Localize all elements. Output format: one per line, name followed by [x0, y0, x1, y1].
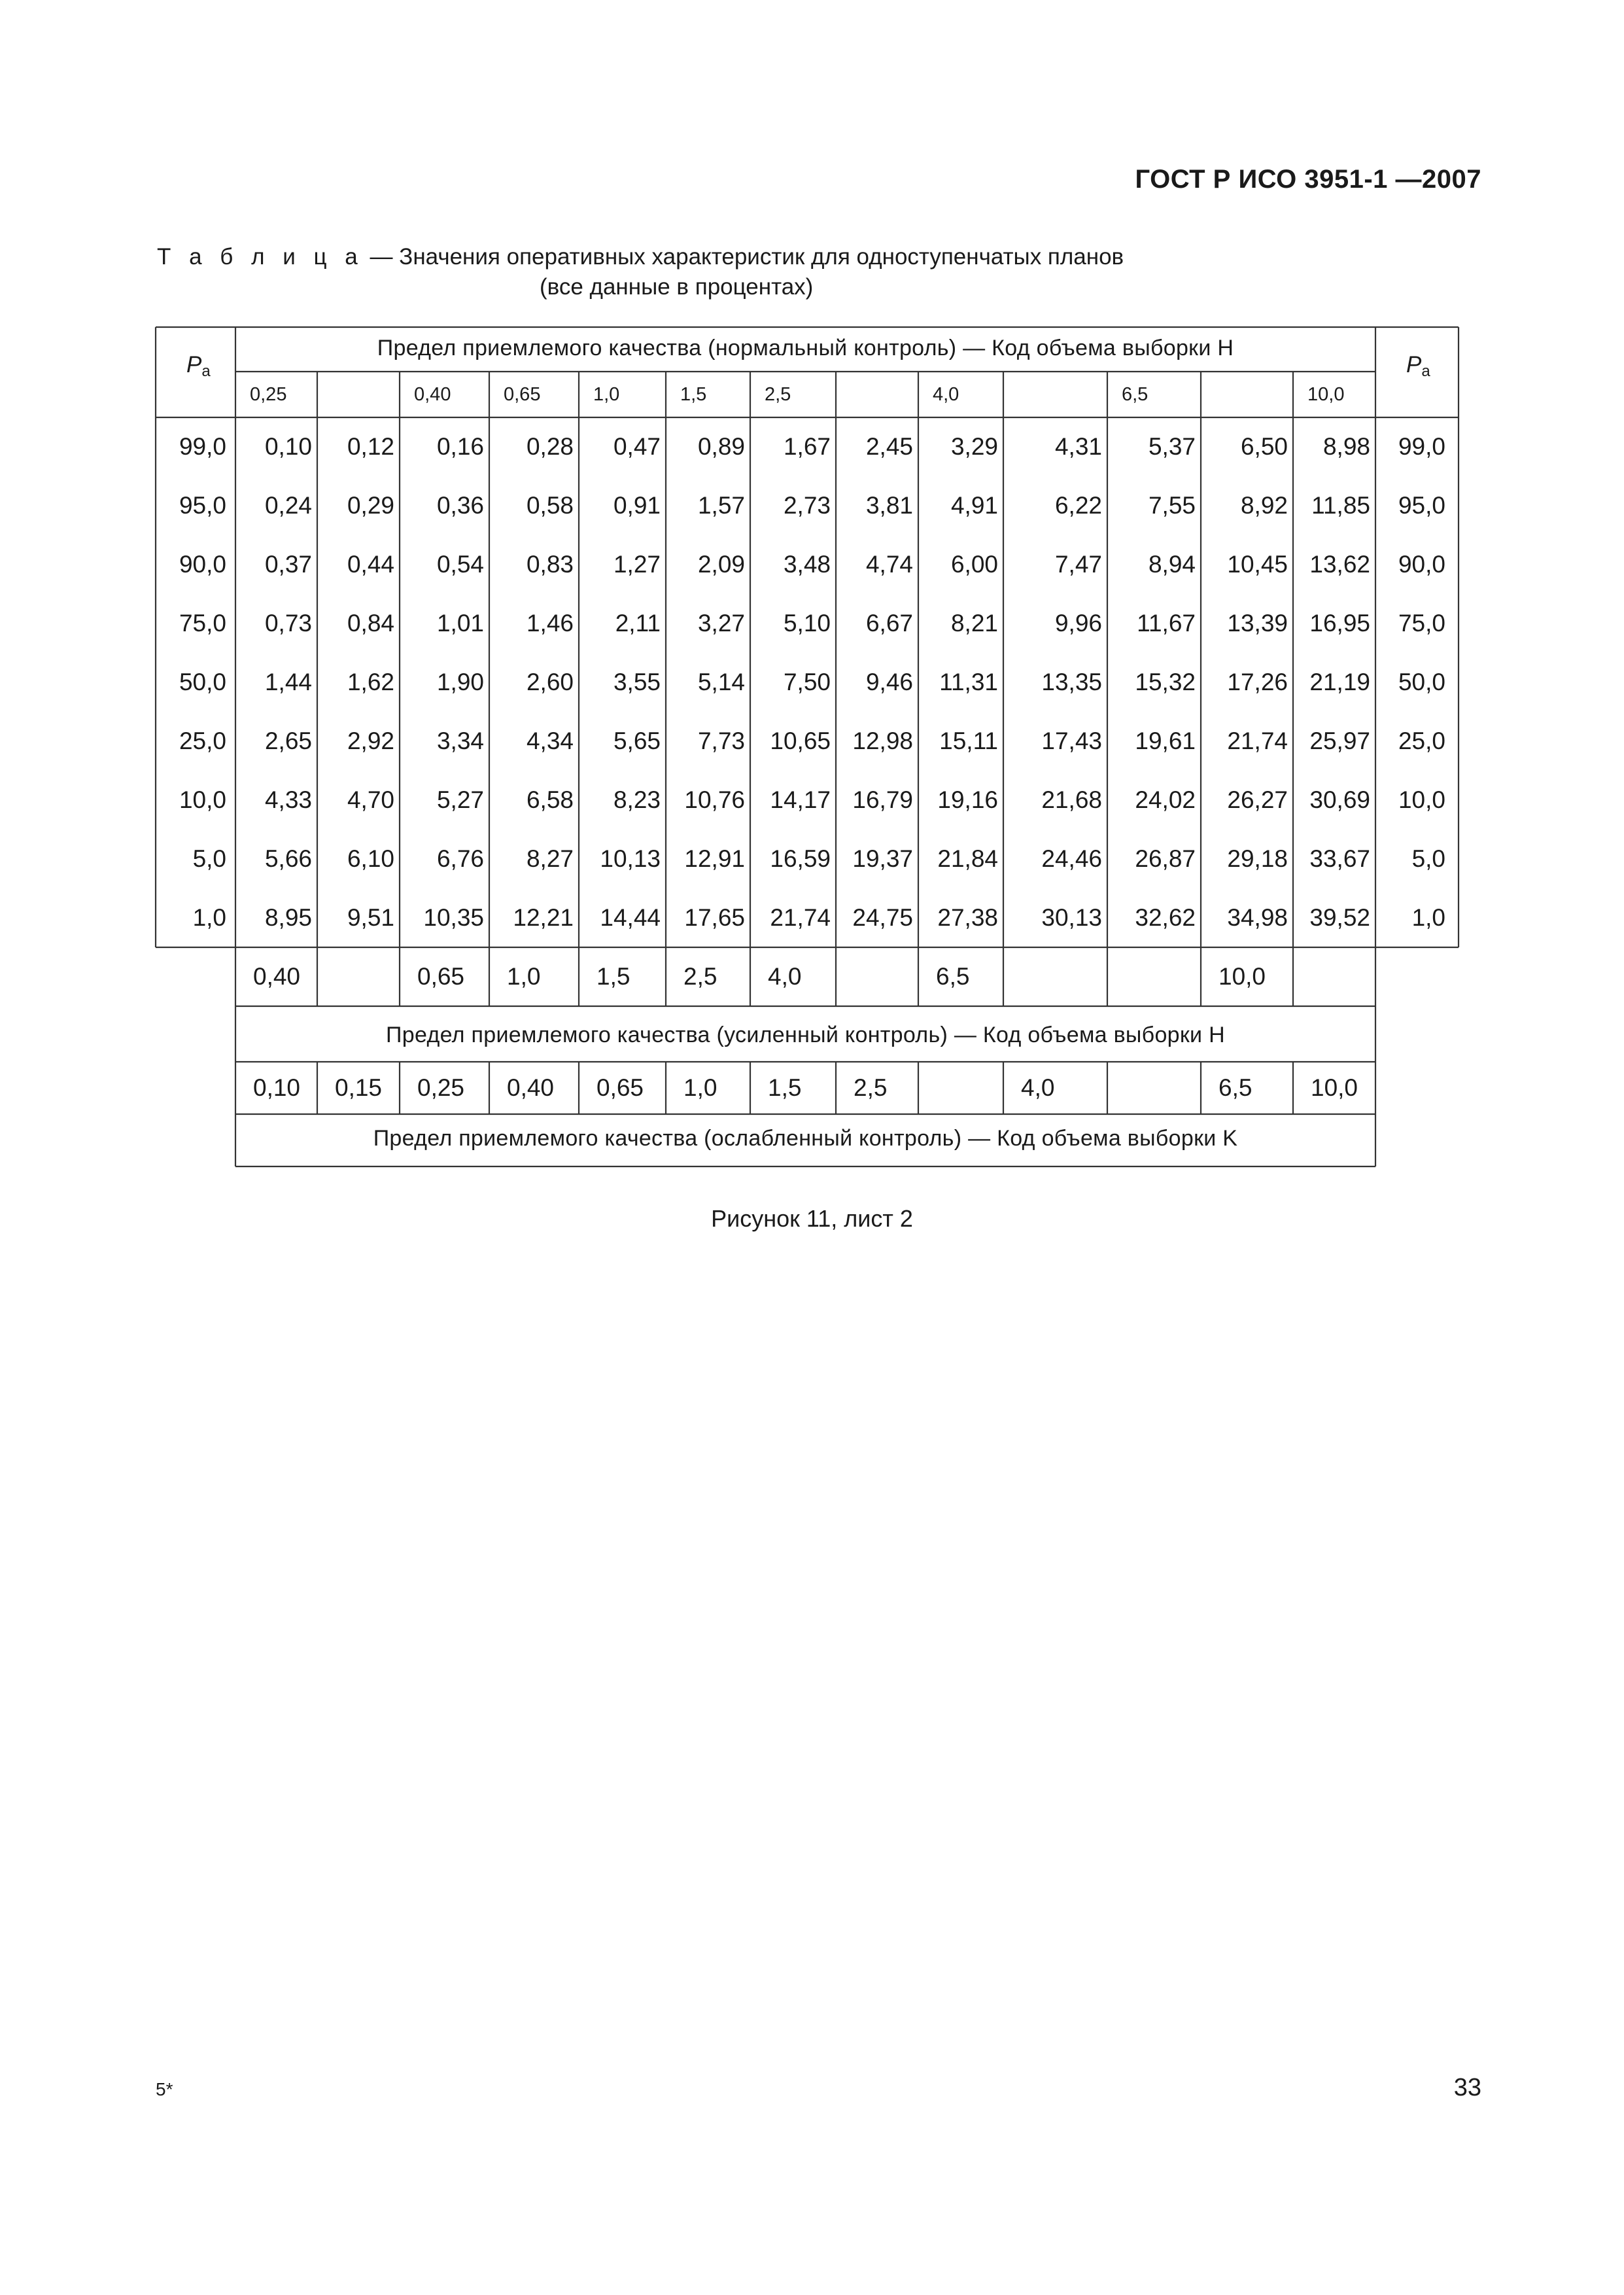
table-cell-value: 10,65 — [770, 727, 831, 754]
table-cell-value: 11,67 — [1137, 610, 1196, 637]
reduced-aql-label: 0,15 — [335, 1074, 383, 1101]
table-cell-value: 5,66 — [264, 845, 312, 872]
table-cell-value: 4,34 — [526, 727, 574, 754]
table-cell-value: 4,70 — [347, 786, 394, 813]
pa-value-right: 75,0 — [1398, 610, 1445, 637]
pa-value-left: 1,0 — [192, 904, 226, 931]
signature-mark: 5* — [156, 2079, 173, 2099]
normal-aql-label: 2,5 — [765, 384, 791, 405]
reduced-aql-label: 10,0 — [1311, 1074, 1358, 1101]
normal-aql-label: 1,0 — [593, 384, 620, 405]
table-cell-value: 17,65 — [684, 904, 745, 931]
tightened-aql-label: 6,5 — [936, 963, 970, 990]
table-cell-value: 21,74 — [770, 904, 831, 931]
table-cell-value: 0,24 — [264, 492, 312, 519]
table-cell-value: 0,36 — [436, 492, 484, 519]
figure-caption: Рисунок 11, лист 2 — [711, 1205, 913, 1232]
table-cell-value: 5,37 — [1148, 433, 1196, 460]
table-cell-value: 3,34 — [436, 727, 484, 754]
table-cell-value: 3,81 — [865, 492, 913, 519]
reduced-aql-label: 6,5 — [1218, 1074, 1253, 1101]
table-cell-value: 6,50 — [1240, 433, 1288, 460]
table-cell-value: 8,27 — [526, 845, 574, 872]
pa-value-left: 95,0 — [179, 492, 226, 519]
table-cell-value: 2,11 — [615, 610, 661, 637]
table-cell-value: 8,23 — [613, 786, 661, 813]
pa-value-right: 90,0 — [1398, 551, 1445, 578]
table-cell-value: 30,69 — [1309, 786, 1370, 813]
table-cell-value: 6,58 — [526, 786, 574, 813]
table-cell-value: 9,46 — [865, 669, 913, 695]
table-cell-value: 9,96 — [1054, 610, 1102, 637]
table-cell-value: 16,95 — [1309, 610, 1370, 637]
table-cell-value: 26,87 — [1135, 845, 1196, 872]
table-cell-value: 3,29 — [950, 433, 998, 460]
table-cell-value: 24,02 — [1135, 786, 1196, 813]
table-cell-value: 12,98 — [852, 727, 913, 754]
table-cell-value: 0,37 — [264, 551, 312, 578]
tightened-aql-label: 4,0 — [768, 963, 802, 990]
caption-prefix: Т а б л и ц а — [157, 244, 364, 270]
table-cell-value: 1,57 — [697, 492, 745, 519]
table-cell-value: 14,17 — [770, 786, 831, 813]
reduced-aql-label: 1,0 — [683, 1074, 717, 1101]
normal-aql-label: 0,25 — [250, 384, 287, 405]
tightened-aql-label: 1,0 — [507, 963, 541, 990]
table-cell-value: 7,47 — [1054, 551, 1102, 578]
reduced-control-header: Предел приемлемого качества (ослабленный контроль) — Код объема выборки K — [373, 1126, 1238, 1151]
table-cell-value: 8,92 — [1240, 492, 1288, 519]
table-cell-value: 15,32 — [1135, 669, 1196, 695]
table-cell-value: 0,73 — [264, 610, 312, 637]
tightened-aql-label: 0,65 — [417, 963, 465, 990]
table-cell-value: 10,35 — [423, 904, 484, 931]
table-cell-value: 3,27 — [697, 610, 745, 637]
pa-value-left: 5,0 — [192, 845, 226, 872]
normal-control-header: Предел приемлемого качества (нормальный контроль) — Код объема выборки H — [377, 336, 1234, 360]
table-cell-value: 10,76 — [684, 786, 745, 813]
reduced-aql-label: 0,10 — [253, 1074, 301, 1101]
table-cell-value: 39,52 — [1309, 904, 1370, 931]
table-cell-value: 17,43 — [1041, 727, 1102, 754]
table-cell-value: 19,37 — [852, 845, 913, 872]
table-cell-value: 0,54 — [436, 551, 484, 578]
table-caption — [157, 242, 1138, 302]
caption-title: — Значения оперативных характеристик для одноступенчатых планов — [363, 244, 1124, 270]
table-cell-value: 21,84 — [937, 845, 998, 872]
table-cell-value: 16,79 — [852, 786, 913, 813]
tightened-control-header: Предел приемлемого качества (усиленный контроль) — Код объема выборки H — [386, 1023, 1225, 1047]
pa-header-right: $P_a$ — [1406, 352, 1430, 380]
pa-value-left: 75,0 — [179, 610, 226, 637]
reduced-aql-label: 1,5 — [768, 1074, 802, 1101]
table-cell-value: 8,94 — [1148, 551, 1196, 578]
table-cell-value: 25,97 — [1309, 727, 1370, 754]
pa-value-right: 10,0 — [1398, 786, 1445, 813]
normal-aql-label: 10,0 — [1307, 384, 1345, 405]
table-cell-value: 21,19 — [1309, 669, 1370, 695]
table-cell-value: 21,68 — [1041, 786, 1102, 813]
table-cell-value: 1,44 — [264, 669, 312, 695]
table-cell-value: 11,85 — [1311, 492, 1370, 519]
table-cell-value: 0,10 — [264, 433, 312, 460]
table-cell-value: 17,26 — [1227, 669, 1288, 695]
table-cell-value: 2,09 — [697, 551, 745, 578]
table-cell-value: 29,18 — [1227, 845, 1288, 872]
table-cell-value: 1,62 — [347, 669, 394, 695]
table-cell-value: 5,10 — [783, 610, 831, 637]
pa-value-right: 25,0 — [1398, 727, 1445, 754]
table-cell-value: 0,16 — [436, 433, 484, 460]
table-cell-value: 3,55 — [613, 669, 661, 695]
page-number: 33 — [1453, 2074, 1481, 2101]
table-cell-value: 0,12 — [347, 433, 394, 460]
document-code: ГОСТ Р ИСО 3951-1 —2007 — [1135, 165, 1481, 194]
table-cell-value: 2,45 — [865, 433, 913, 460]
table-cell-value: 5,27 — [436, 786, 484, 813]
table-cell-value: 6,22 — [1054, 492, 1102, 519]
table-cell-value: 10,13 — [600, 845, 661, 872]
normal-aql-label: 0,40 — [414, 384, 451, 405]
table-cell-value: 19,61 — [1135, 727, 1196, 754]
table-cell-value: 5,14 — [697, 669, 745, 695]
table-cell-value: 13,39 — [1227, 610, 1288, 637]
tightened-aql-label: 1,5 — [596, 963, 631, 990]
table-cell-value: 26,27 — [1227, 786, 1288, 813]
table-cell-value: 0,44 — [347, 551, 394, 578]
pa-value-left: 10,0 — [179, 786, 226, 813]
table-cell-value: 2,65 — [264, 727, 312, 754]
table-cell-value: 12,21 — [513, 904, 574, 931]
table-cell-value: 1,01 — [436, 610, 484, 637]
pa-value-right: 99,0 — [1398, 433, 1445, 460]
normal-aql-label: 0,65 — [504, 384, 541, 405]
table-cell-value: 1,90 — [436, 669, 484, 695]
normal-aql-label: 1,5 — [680, 384, 707, 405]
reduced-aql-label: 0,65 — [596, 1074, 644, 1101]
table-cell-value: 7,73 — [697, 727, 745, 754]
table-cell-value: 0,84 — [347, 610, 394, 637]
reduced-aql-label: 2,5 — [854, 1074, 888, 1101]
table-cell-value: 1,67 — [783, 433, 831, 460]
table-cell-value: 21,74 — [1227, 727, 1288, 754]
table-cell-value: 1,46 — [526, 610, 574, 637]
table-cell-value: 24,75 — [852, 904, 913, 931]
table-cell-value: 16,59 — [770, 845, 831, 872]
table-cell-value: 27,38 — [937, 904, 998, 931]
table-cell-value: 9,51 — [347, 904, 394, 931]
table-cell-value: 1,27 — [613, 551, 661, 578]
table-cell-value: 0,89 — [697, 433, 745, 460]
table-cell-value: 15,11 — [939, 727, 998, 754]
pa-value-right: 5,0 — [1411, 845, 1445, 872]
pa-value-right: 50,0 — [1398, 669, 1445, 695]
table-cell-value: 2,92 — [347, 727, 394, 754]
table-cell-value: 4,31 — [1054, 433, 1102, 460]
table-cell-value: 4,74 — [865, 551, 913, 578]
pa-header-left: $P_a$ — [186, 352, 211, 380]
table-cell-value: 13,62 — [1309, 551, 1370, 578]
table-cell-value: 14,44 — [600, 904, 661, 931]
tightened-aql-label: 0,40 — [253, 963, 301, 990]
pa-value-left: 99,0 — [179, 433, 226, 460]
reduced-aql-label: 0,25 — [417, 1074, 465, 1101]
tightened-aql-label: 2,5 — [683, 963, 717, 990]
table-cell-value: 0,91 — [613, 492, 661, 519]
table-cell-value: 2,60 — [526, 669, 574, 695]
pa-value-left: 90,0 — [179, 551, 226, 578]
table-cell-value: 24,46 — [1041, 845, 1102, 872]
caption-subtitle: (все данные в процентах) — [540, 274, 814, 300]
reduced-aql-label: 0,40 — [507, 1074, 555, 1101]
table-cell-value: 8,21 — [950, 610, 998, 637]
table-cell-value: 33,67 — [1309, 845, 1370, 872]
table-cell-value: 0,58 — [526, 492, 574, 519]
table-cell-value: 19,16 — [937, 786, 998, 813]
table-cell-value: 4,33 — [264, 786, 312, 813]
table-cell-value: 3,48 — [783, 551, 831, 578]
table-cell-value: 6,76 — [436, 845, 484, 872]
pa-value-right: 95,0 — [1398, 492, 1445, 519]
table-cell-value: 0,47 — [613, 433, 661, 460]
table-cell-value: 32,62 — [1135, 904, 1196, 931]
table-cell-value: 12,91 — [684, 845, 745, 872]
normal-aql-label: 6,5 — [1122, 384, 1149, 405]
table-cell-value: 0,28 — [526, 433, 574, 460]
table-cell-value: 30,13 — [1041, 904, 1102, 931]
table-cell-value: 2,73 — [783, 492, 831, 519]
table-cell-value: 0,83 — [526, 551, 574, 578]
table-cell-value: 6,00 — [950, 551, 998, 578]
table-cell-value: 6,10 — [347, 845, 394, 872]
table-cell-value: 8,95 — [264, 904, 312, 931]
table-cell-value: 6,67 — [865, 610, 913, 637]
tightened-aql-label: 10,0 — [1218, 963, 1266, 990]
table-cell-value: 4,91 — [950, 492, 998, 519]
table-cell-value: 34,98 — [1227, 904, 1288, 931]
table-cell-value: 13,35 — [1041, 669, 1102, 695]
table-cell-value: 10,45 — [1227, 551, 1288, 578]
pa-value-right: 1,0 — [1411, 904, 1445, 931]
table-cell-value: 5,65 — [613, 727, 661, 754]
table-cell-value: 7,55 — [1148, 492, 1196, 519]
table-cell-value: 11,31 — [939, 669, 998, 695]
pa-value-left: 25,0 — [179, 727, 226, 754]
table-cell-value: 0,29 — [347, 492, 394, 519]
reduced-aql-label: 4,0 — [1021, 1074, 1055, 1101]
table-cell-value: 8,98 — [1322, 433, 1370, 460]
table-cell-value: 7,50 — [783, 669, 831, 695]
normal-aql-label: 4,0 — [933, 384, 959, 405]
pa-value-left: 50,0 — [179, 669, 226, 695]
